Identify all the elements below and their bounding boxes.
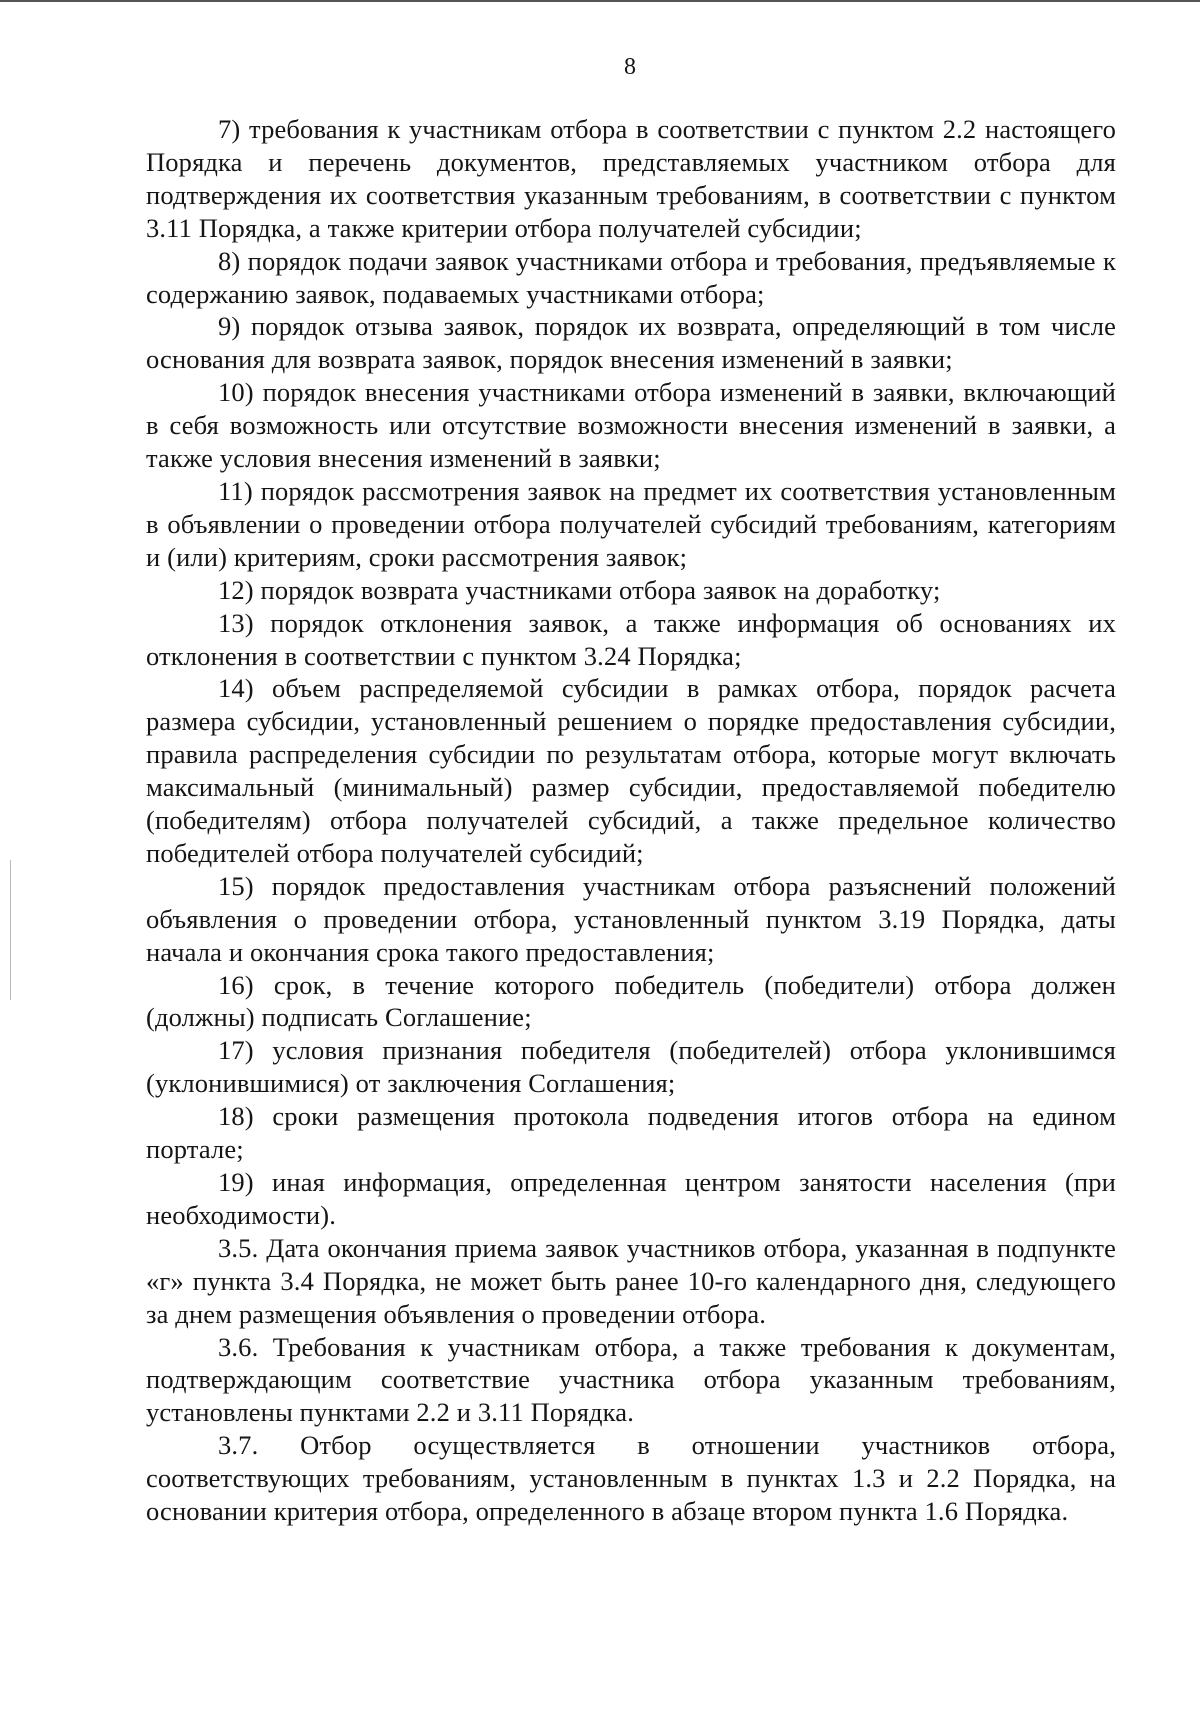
paragraph-section-3-7: 3.7. Отбор осуществляется в отношении участников отбора, соответствующих требованиям, установленным в пунктах 1.3 и 2.2 Порядка, на основании критерия отбора, определенного в абзаце втором пункта 1.6 Порядка.	[146, 1430, 1116, 1527]
paragraph-item-15: 15) порядок предоставления участникам отбора разъяснений положений объявления о проведении отбора, установленный пунктом 3.19 Порядка, даты начала и окончания срока такого предоставления;	[146, 870, 1116, 967]
paragraph-item-7: 7) требования к участникам отбора в соответствии с пунктом 2.2 настоящего Порядка и перечень документов, представляемых участником отбора для подтверждения их соответствия указанным требованиям, в соответствии с пунктом 3.11 Порядка, а также критерии отбора получателей субсидии;	[146, 114, 1116, 243]
paragraph-item-12: 12) порядок возврата участниками отбора заявок на доработку;	[218, 574, 941, 605]
page-number: 8	[624, 54, 636, 80]
paragraph-item-8: 8) порядок подачи заявок участниками отбора и требования, предъявляемые к содержанию заявок, подаваемых участниками отбора;	[146, 245, 1116, 309]
scan-edge-mark	[10, 860, 11, 1000]
paragraph-item-9: 9) порядок отзыва заявок, порядок их возврата, определяющий в том числе основания для возврата заявок, порядок внесения изменений в заявки;	[146, 311, 1116, 375]
scan-top-edge	[0, 0, 1200, 2]
paragraph-section-3-5: 3.5. Дата окончания приема заявок участников отбора, указанная в подпункте «г» пункта 3.4 Порядка, не может быть ранее 10-го календарного дня, следующего за днем размещения объявления о проведении отбора.	[146, 1232, 1116, 1329]
paragraph-section-3-6: 3.6. Требования к участникам отбора, а также требования к документам, подтверждающим соответствие участника отбора указанным требованиям, установлены пунктами 2.2 и 3.11 Порядка.	[146, 1331, 1116, 1428]
paragraph-item-17: 17) условия признания победителя (победителей) отбора уклонившимся (уклонившимися) от заключения Соглашения;	[146, 1035, 1116, 1099]
paragraph-item-14: 14) объем распределяемой субсидии в рамках отбора, порядок расчета размера субсидии, установленный решением о порядке предоставления субсидии, правила распределения субсидии по результатам отбора, которые могут включать максимальный (минимальный) размер субсидии, предоставляемой победителю (победителям) отбора получателей субсидий, а также предельное количество победителей отбора получателей субсидий;	[146, 673, 1116, 868]
paragraph-item-16: 16) срок, в течение которого победитель (победители) отбора должен (должны) подписать Соглашение;	[146, 969, 1116, 1033]
paragraph-item-19: 19) иная информация, определенная центром занятости населения (при необходимости).	[146, 1167, 1116, 1230]
paragraph-item-18: 18) сроки размещения протокола подведения итогов отбора на едином портале;	[146, 1101, 1116, 1165]
paragraph-item-10: 10) порядок внесения участниками отбора изменений в заявки, включающий в себя возможность или отсутствие возможности внесения изменений в заявки, а также условия внесения изменений в заявки;	[146, 377, 1116, 474]
paragraph-item-11: 11) порядок рассмотрения заявок на предмет их соответствия установленным в объявлении о проведении отбора получателей субсидий требованиям, категориям и (или) критериям, сроки рассмотрения заявок;	[146, 475, 1116, 572]
document-body	[146, 113, 1116, 1528]
paragraph-item-13: 13) порядок отклонения заявок, а также информация об основаниях их отклонения в соответствии с пунктом 3.24 Порядка;	[146, 607, 1116, 671]
